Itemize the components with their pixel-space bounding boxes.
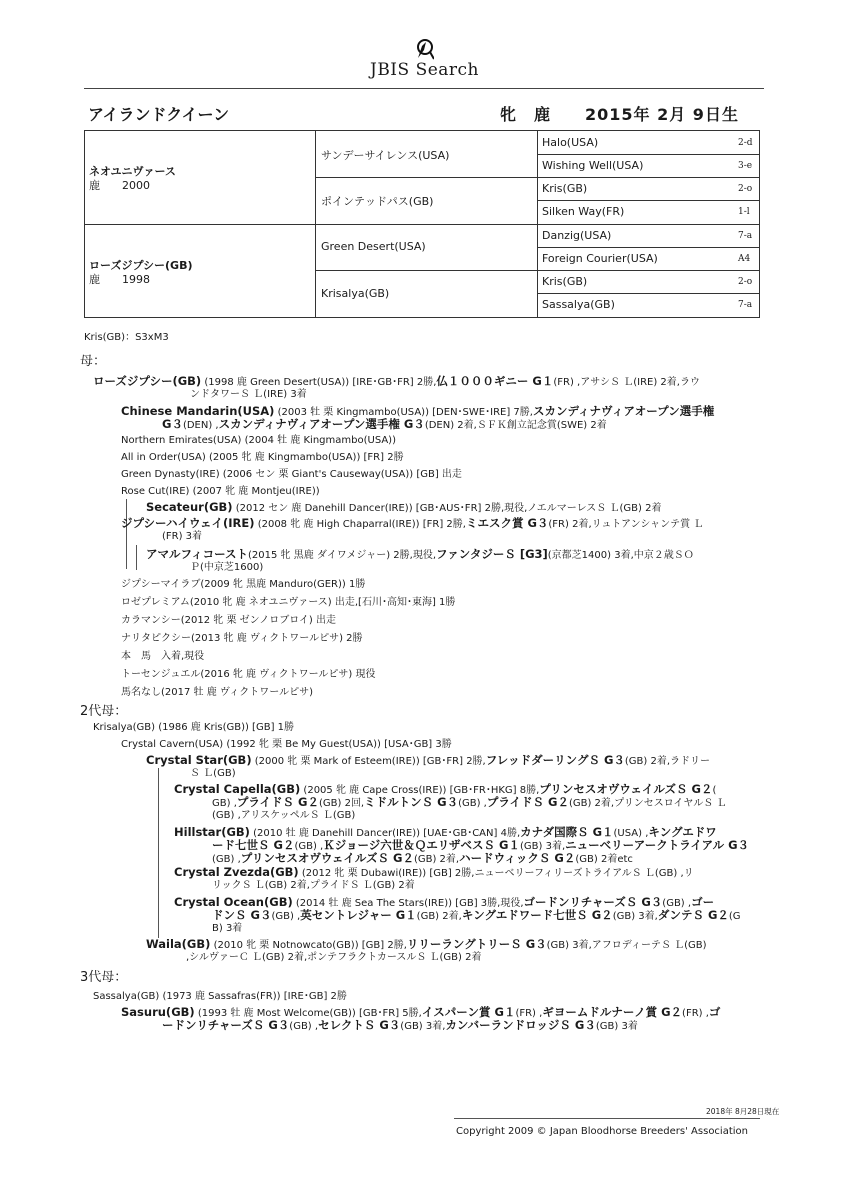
gen3-5-code: 7-a [738,231,753,241]
family-line: (GB) ,アリスケッペルＳ Ｌ(GB) [212,810,356,821]
copyright: Copyright 2009 © Japan Bloodhorse Breeders' Association [456,1126,748,1137]
family-line: ナリタピクシー(2013 牝 鹿 ヴィクトワールピサ) 2勝 [121,633,363,644]
descendant-bar [136,545,137,570]
family-line: Crystal Zvezda(GB) (2012 牝 栗 Dubawi(IRE)) [GB] 2勝,ニューベリーフィリーズトライアルＳ Ｌ(GB) ,リ [174,865,694,879]
family-line: ジプシーハイウェイ(IRE) (2008 牝 鹿 High Chaparral(IRE)) [FR] 2勝,ミエスク賞 G３(FR) 2着,リュトアンシャンテ賞 Ｌ [121,516,704,530]
family-line: Crystal Star(GB) (2000 牝 栗 Mark of Esteem(IRE)) [GB･FR] 2勝,フレッドダーリングＳ G３(GB) 2着,ラドリー [146,753,711,767]
family-line: ード七世Ｓ G２(GB) ,Ｋジョージ六世＆ＱエリザベスＳ G１(GB) 3着,ニューベリーアークトライアル G３ [212,838,750,852]
family-line: ードンリチャーズＳ G３(GB) ,セレクトＳ G３(GB) 3着,カンバーランドロッジＳ G３(GB) 3着 [162,1018,638,1032]
family-line: GB) ,プライドＳ G２(GB) 2回,ミドルトンＳ G３(GB) ,プライドＳ G２(GB) 2着,プリンセスロイヤルＳ Ｌ [212,795,727,809]
dam-detail: 鹿 1998 [89,273,150,286]
descendant-bar [158,768,159,938]
jbis-logo [370,38,490,86]
gen3-4: Silken Way(FR) [542,205,625,218]
family-line: Sasuru(GB) (1993 牡 鹿 Most Welcome(GB)) [GB･FR] 5勝,イスパーン賞 G１(FR) ,ギヨームドルナーノ賞 G２(FR) ,ゴ [121,1005,721,1019]
family-line: Chinese Mandarin(USA) (2003 牡 栗 Kingmambo(USA)) [DEN･SWE･IRE] 7勝,スカンディナヴィアオープン選手権 [121,404,715,418]
family-line: (GB) ,プリンセスオヴウェイルズＳ G２(GB) 2着,ハードウィックＳ G２(GB) 2着etc [212,851,633,865]
horse-head-icon [412,38,434,60]
gen3-1: Halo(USA) [542,136,599,149]
horse-info: 牝 鹿 2015年 2月 9日生 [500,105,739,124]
gen3-1-code: 2-d [738,138,753,148]
family-line: カラマンシー(2012 牝 栗 ゼンノロブロイ) 出走 [121,615,337,626]
gen3-7: Kris(GB) [542,275,588,288]
section-dam: 母： [80,354,107,369]
family-line: Ｐ(中京芝1600) [190,562,264,573]
gen3-2-code: 3-e [738,161,753,171]
family-line: Waila(GB) (2010 牝 栗 Notnowcato(GB)) [GB] 2勝,リリーラングトリーＳ G３(GB) 3着,アフロディーテＳ Ｌ(GB) [146,937,707,951]
family-line: 馬名なし(2017 牡 鹿 ヴィクトワールピサ) [121,687,313,698]
family-line: All in Order(USA) (2005 牝 鹿 Kingmambo(USA)) [FR] 2勝 [121,452,404,463]
family-line: (FR) 3着 [162,531,203,542]
inbreeding-note: Kris(GB)：S3xM3 [84,332,169,343]
footer-rule [454,1118,760,1119]
family-line: ローズジプシー(GB) (1998 鹿 Green Desert(USA)) [IRE･GB･FR] 2勝,仏１０００ギニー G１(FR) ,アサシＳ Ｌ(IRE) 2着,ラウ [93,374,700,388]
family-line: ,シルヴァーＣ Ｌ(GB) 2着,ポンテフラクトカースルＳ Ｌ(GB) 2着 [186,952,482,963]
gen3-4-code: 1-l [738,207,750,217]
gen3-2: Wishing Well(USA) [542,159,644,172]
family-line: Rose Cut(IRE) (2007 牝 鹿 Montjeu(IRE)) [121,486,320,497]
gen3-6-code: A4 [738,254,751,264]
gen3-8-code: 7-a [738,300,753,310]
gen3-7-code: 2-o [738,277,753,287]
family-line: Northern Emirates(USA) (2004 牡 鹿 Kingmambo(USA)) [121,435,396,446]
gen3-5: Danzig(USA) [542,229,612,242]
family-line: Krisalya(GB) (1986 鹿 Kris(GB)) [GB] 1勝 [93,722,295,733]
family-line: Crystal Ocean(GB) (2014 牡 鹿 Sea The Stars(IRE)) [GB] 3勝,現役,ゴードンリチャーズＳ G３(GB) ,ゴー [174,895,715,909]
as-of-date: 2018年 8月28日現在 [706,1107,780,1116]
family-line: トーセンジュエル(2016 牝 鹿 ヴィクトワールピサ) 現役 [121,669,376,680]
family-line: リックＳ Ｌ(GB) 2着,プライドＳ Ｌ(GB) 2着 [212,880,415,891]
family-line: Crystal Capella(GB) (2005 牝 鹿 Cape Cross(IRE)) [GB･FR･HKG] 8勝,プリンセスオヴウェイルズＳ G２( [174,782,717,796]
family-line: Hillstar(GB) (2010 牡 鹿 Danehill Dancer(IRE)) [UAE･GB･CAN] 4勝,カナダ国際Ｓ G１(USA) ,キングエドワ [174,825,717,839]
family-line: Sassalya(GB) (1973 鹿 Sassafras(FR)) [IRE･GB] 2勝 [93,991,347,1002]
family-line: B) 3着 [212,923,243,934]
family-line: G３(DEN) ,スカンディナヴィアオープン選手権 G３(DEN) 2着,ＳＦＫ創立記念賞(SWE) 2着 [162,417,607,431]
gen2-3: Green Desert(USA) [321,240,426,253]
gen3-8: Sassalya(GB) [542,298,615,311]
gen2-4: Krisalya(GB) [321,287,390,300]
family-line: ンドタワーＳ Ｌ(IRE) 3着 [190,389,307,400]
descendant-bar [126,499,127,569]
family-line: ドンＳ G３(GB) ,英セントレジャー G１(GB) 2着,キングエドワード七世Ｓ G２(GB) 3着,ダンテＳ G２(G [212,908,741,922]
gen2-2: ポインテッドパス(GB) [321,195,434,208]
section-third-dam: 3代母： [80,970,128,985]
horse-name: アイランドクイーン [88,105,230,124]
gen2-1: サンデーサイレンス(USA) [321,149,450,162]
family-line: ジプシーマイラブ(2009 牝 黒鹿 Manduro(GER)) 1勝 [121,579,366,590]
family-line: Green Dynasty(IRE) (2006 セン 栗 Giant's Causeway(USA)) [GB] 出走 [121,469,462,480]
logo-text: JBIS Search [370,60,480,80]
family-line: 本 馬 入着,現役 [121,651,205,662]
pedigree-table [84,130,760,318]
family-line: ロゼプレミアム(2010 牝 鹿 ネオユニヴァース) 出走,[石川･高知･東海] 1勝 [121,597,456,608]
family-line: Crystal Cavern(USA) (1992 牝 栗 Be My Guest(USA)) [USA･GB] 3勝 [121,739,452,750]
family-line: アマルフィコースト(2015 牝 黒鹿 ダイワメジャー) 2勝,現役,ファンタジーＳ [G3](京都芝1400) 3着,中京２歳ＳＯ [146,547,694,561]
sire-name: ネオユニヴァース [89,165,176,178]
family-line: Ｓ Ｌ(GB) [190,768,236,779]
header-rule [84,88,764,89]
sire-detail: 鹿 2000 [89,179,150,192]
gen3-6: Foreign Courier(USA) [542,252,658,265]
family-line: Secateur(GB) (2012 セン 鹿 Danehill Dancer(IRE)) [GB･AUS･FR] 2勝,現役,ノエルマーレスＳ Ｌ(GB) 2着 [146,500,662,514]
dam-name: ローズジプシー(GB) [89,259,193,272]
section-second-dam: 2代母： [80,704,128,719]
gen3-3-code: 2-o [738,184,753,194]
gen3-3: Kris(GB) [542,182,588,195]
